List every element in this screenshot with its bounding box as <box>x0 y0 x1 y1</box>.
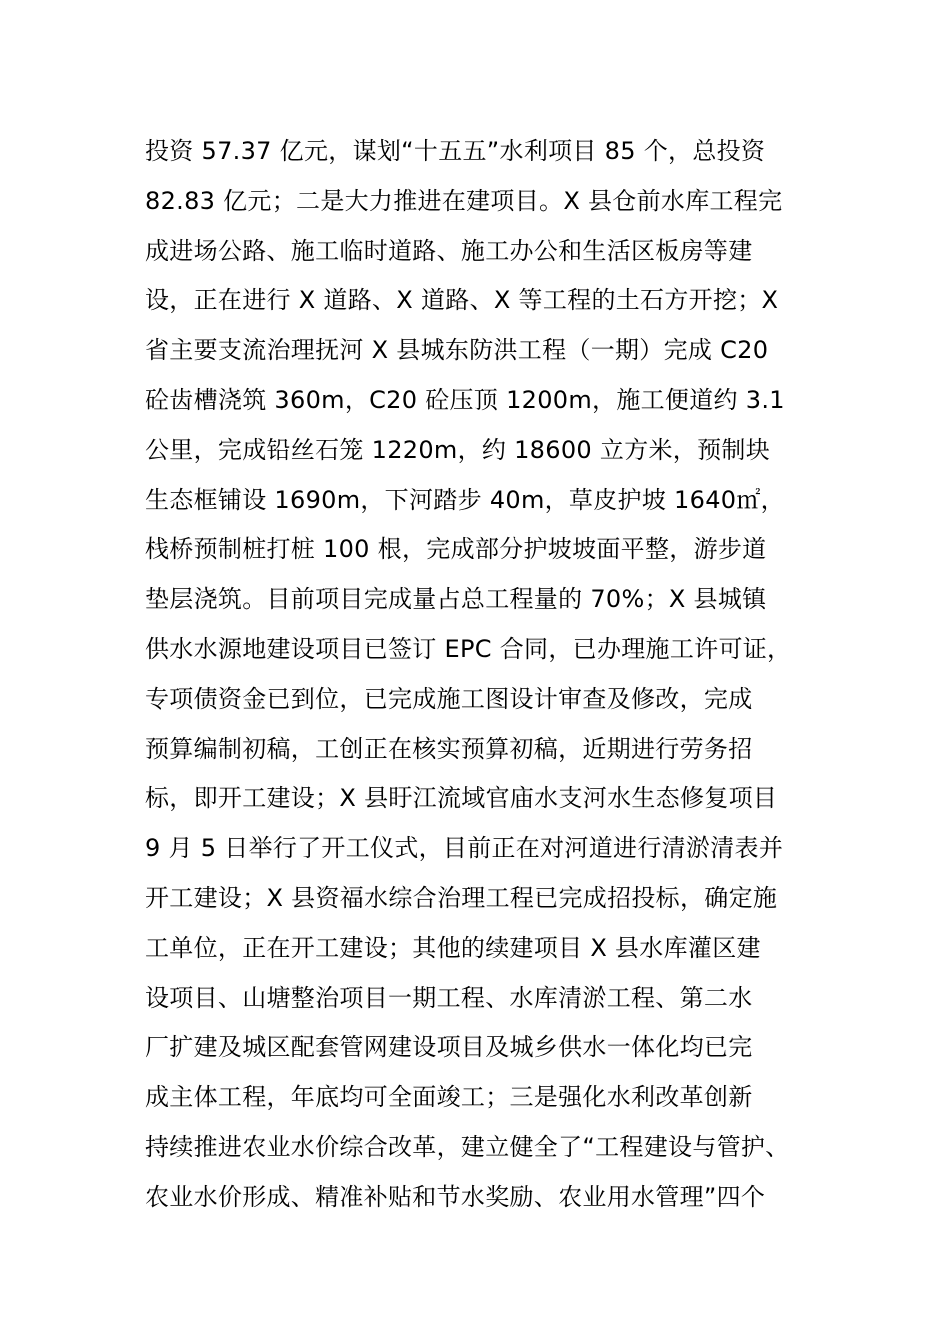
text-line-9: 栈桥预制桩打桩 100 根，完成部分护坡坡面平整，游步道 <box>145 535 767 564</box>
text-line-13: 预算编制初稿，工创正在核实预算初稿，近期进行劳务招 <box>145 734 753 763</box>
text-line-22: 农业水价形成、精准补贴和节水奖励、农业用水管理”四个 <box>145 1182 766 1211</box>
text-line-12: 专项债资金已到位，已完成施工图设计审查及修改，完成 <box>145 684 753 713</box>
text-line-2: 82.83 亿元；二是大力推进在建项目。X 县仓前水库工程完 <box>145 186 783 215</box>
text-line-8: 生态框铺设 1690m，下河踏步 40m，草皮护坡 1640㎡， <box>145 485 785 514</box>
text-line-21: 持续推进农业水价综合改革，建立健全了“工程建设与管护、 <box>145 1132 790 1161</box>
text-line-7: 公里，完成铅丝石笼 1220m，约 18600 立方米，预制块 <box>145 435 770 464</box>
text-line-19: 厂扩建及城区配套管网建设项目及城乡供水一体化均已完 <box>145 1033 753 1062</box>
text-line-3: 成进场公路、施工临时道路、施工办公和生活区板房等建 <box>145 236 753 265</box>
text-line-6: 砼齿槽浇筑 360m，C20 砼压顶 1200m，施工便道约 3.1 <box>145 385 785 414</box>
text-line-14: 标，即开工建设；X 县盱江流域官庙水支河水生态修复项目 <box>145 784 778 813</box>
text-line-10: 垫层浇筑。目前项目完成量占总工程量的 70%；X 县城镇 <box>145 585 767 614</box>
text-line-4: 设，正在进行 X 道路、X 道路、X 等工程的土石方开挖；X <box>145 286 779 315</box>
text-line-1: 投资 57.37 亿元，谋划“十五五”水利项目 85 个，总投资 <box>145 137 766 165</box>
text-line-11: 供水水源地建设项目已签订 EPC 合同，已办理施工许可证， <box>145 634 792 663</box>
text-line-15: 9 月 5 日举行了开工仪式，目前正在对河道进行清淤清表并 <box>145 834 784 863</box>
body-text <box>145 127 845 1223</box>
text-line-17: 工单位，正在开工建设；其他的续建项目 X 县水库灌区建 <box>145 933 761 962</box>
text-line-5: 省主要支流治理抚河 X 县城东防洪工程（一期）完成 C20 <box>145 336 769 365</box>
text-line-16: 开工建设；X 县资福水综合治理工程已完成招投标，确定施 <box>145 883 778 912</box>
text-line-18: 设项目、山塘整治项目一期工程、水库清淤工程、第二水 <box>145 983 753 1012</box>
text-line-20: 成主体工程，年底均可全面竣工；三是强化水利改革创新 <box>145 1083 753 1112</box>
